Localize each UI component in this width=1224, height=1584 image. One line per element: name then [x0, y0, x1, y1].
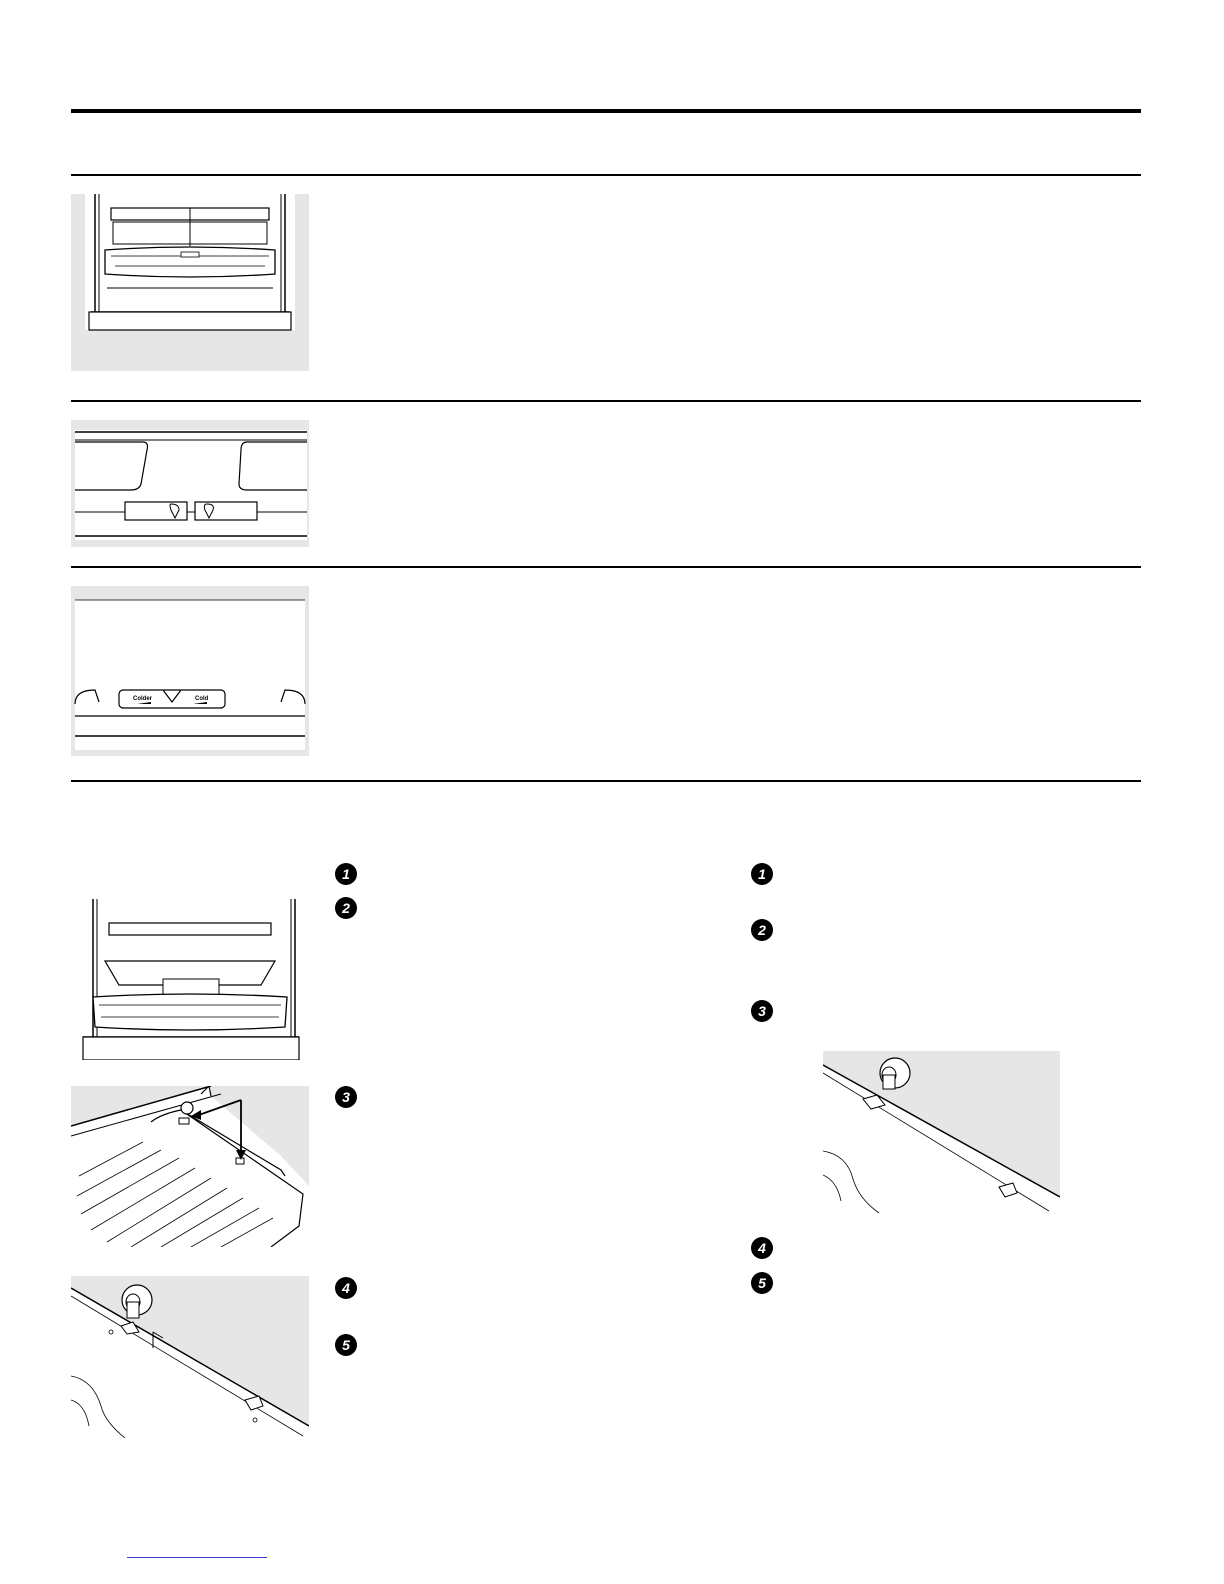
drawer-pan-clips-illustration	[71, 1086, 309, 1247]
clip-closeup-illustration	[71, 1276, 309, 1438]
clip-closeup-right-drawing	[823, 1051, 1060, 1213]
step-5-marker-right	[750, 1271, 774, 1295]
dual-control-panel-illustration	[71, 420, 309, 547]
step-3-marker-left	[334, 1085, 358, 1109]
footer-link-underline[interactable]	[127, 1557, 267, 1558]
step-2-number-left: 2	[342, 900, 350, 916]
step-2-marker-left	[334, 896, 358, 920]
step-4-number-right: 4	[758, 1240, 766, 1256]
step-2-number-right: 2	[758, 922, 766, 938]
fridge-drawers-drawing	[71, 194, 309, 371]
step-1-marker-right	[750, 862, 774, 886]
step-1-number-left: 1	[342, 866, 350, 882]
step-5-marker-left	[334, 1333, 358, 1357]
step-4-number-left: 4	[342, 1280, 350, 1296]
cold-label: Cold	[195, 696, 209, 702]
step-2-marker-right	[750, 918, 774, 942]
step-1-number-right: 1	[758, 866, 766, 882]
clip-closeup-drawing	[71, 1276, 309, 1438]
step-3-marker-right	[750, 999, 774, 1023]
colder-label: Colder	[133, 696, 153, 702]
fridge-drawers-illustration	[71, 194, 309, 371]
clip-closeup-right-illustration	[823, 1051, 1060, 1213]
step-5-number-left: 5	[342, 1337, 350, 1353]
header-rule-thick	[71, 109, 1141, 113]
section-rule-1	[71, 174, 1141, 176]
section-rule-4	[71, 780, 1141, 782]
step-1-marker-left	[334, 862, 358, 886]
section-rule-2	[71, 400, 1141, 402]
drawer-pulled-out-illustration	[71, 899, 309, 1060]
section-rule-3	[71, 566, 1141, 568]
dual-control-panel-drawing	[71, 420, 309, 547]
step-4-marker-right	[750, 1236, 774, 1260]
step-3-number-left: 3	[342, 1089, 350, 1105]
temperature-control-drawing	[71, 586, 309, 756]
step-3-number-right: 3	[758, 1003, 766, 1019]
drawer-pan-clips-drawing	[71, 1086, 309, 1247]
temperature-control-illustration	[71, 586, 309, 756]
step-5-number-right: 5	[758, 1275, 766, 1291]
step-4-marker-left	[334, 1276, 358, 1300]
drawer-pulled-out-drawing	[71, 899, 309, 1060]
